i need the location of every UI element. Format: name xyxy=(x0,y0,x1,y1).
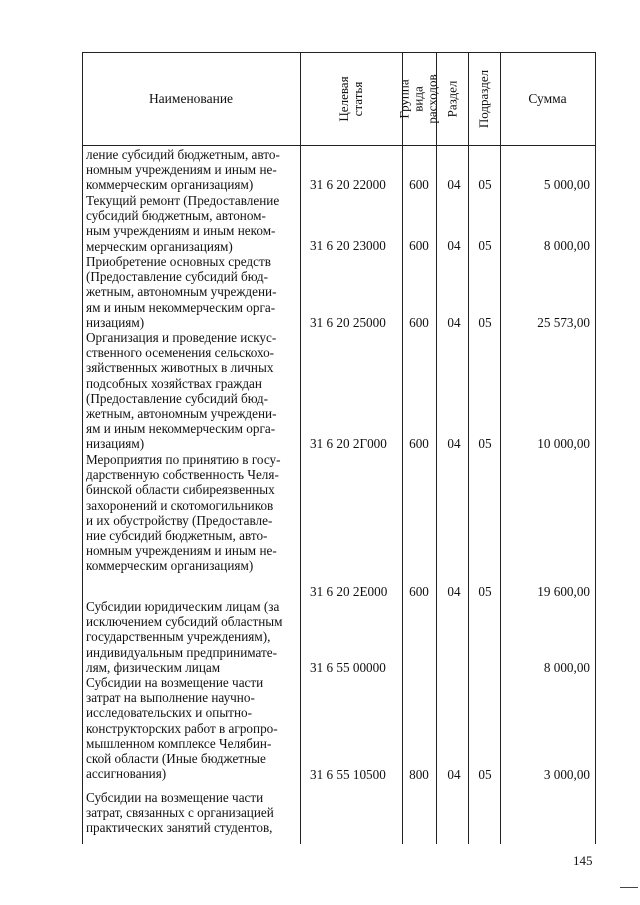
grid-line xyxy=(82,145,596,146)
row-subsection: 05 xyxy=(478,238,492,253)
row-section: 04 xyxy=(447,315,461,330)
row-name: Организация и проведение искус- ственного осеменения сельскохо- зяйственных животных в личных подсобных хозяйствах граждан (Предоставление субсидий бюд- жетным, автономным учреждени- ям и иным некоммерческим орга- низациям) xyxy=(86,330,277,452)
row-group: 600 xyxy=(409,584,429,599)
grid-line xyxy=(82,52,83,844)
row-subsection: 05 xyxy=(478,436,492,451)
row-sum: 3 000,00 xyxy=(543,767,590,782)
row-subsection: 05 xyxy=(478,315,492,330)
row-sum: 5 000,00 xyxy=(543,177,590,192)
header-group: Группа вида расходов xyxy=(397,73,440,124)
row-sum: 8 000,00 xyxy=(543,238,590,253)
row-subsection: 05 xyxy=(478,584,492,599)
grid-line xyxy=(436,52,437,844)
grid-line xyxy=(300,52,301,844)
page-number: 145 xyxy=(573,853,593,868)
row-name: Субсидии на возмещение части затрат, связанных с организацией практических занятий студентов, xyxy=(86,790,274,836)
row-sum: 25 573,00 xyxy=(537,315,590,330)
row-sum: 8 000,00 xyxy=(543,660,590,675)
row-name: Текущий ремонт (Предоставление субсидий бюджетным, автоном- ным учреждениям и иным неком- мерческим организациям) xyxy=(86,193,280,254)
row-code: 31 6 20 22000 xyxy=(310,177,386,192)
budget-table xyxy=(82,52,596,844)
row-section: 04 xyxy=(447,238,461,253)
row-section: 04 xyxy=(447,177,461,192)
row-code: 31 6 20 2Г000 xyxy=(310,436,387,451)
grid-line xyxy=(500,52,501,844)
row-section: 04 xyxy=(447,767,461,782)
row-group: 800 xyxy=(409,767,429,782)
row-code: 31 6 20 23000 xyxy=(310,238,386,253)
row-sum: 10 000,00 xyxy=(537,436,590,451)
header-subsection: Подраздел xyxy=(476,69,492,128)
row-name: Мероприятия по принятию в госу- дарственную собственность Челя- бинской области сибиреязвенных захоронений и скотомогильников и их обустройству (Предоставле- ние субсидий бюджетным, авто- номным учреждениям и иным не- коммерческим организациям) xyxy=(86,452,281,574)
row-code: 31 6 55 00000 xyxy=(310,660,386,675)
row-code: 31 6 55 10500 xyxy=(310,767,386,782)
row-group: 600 xyxy=(409,436,429,451)
row-subsection: 05 xyxy=(478,767,492,782)
grid-line xyxy=(468,52,469,844)
row-section: 04 xyxy=(447,436,461,451)
header-name: Наименование xyxy=(148,90,234,106)
footer-mark xyxy=(620,887,638,888)
row-group: 600 xyxy=(409,177,429,192)
grid-line xyxy=(595,52,596,844)
row-subsection: 05 xyxy=(478,177,492,192)
row-name: Приобретение основных средств (Предоставление субсидий бюд- жетным, автономным учреждени- ям и иным некоммерческим орга- низациям) xyxy=(86,254,277,330)
row-code: 31 6 20 25000 xyxy=(310,315,386,330)
row-group: 600 xyxy=(409,238,429,253)
header-section: Раздел xyxy=(444,80,459,117)
row-name: Субсидии на возмещение части затрат на выполнение научно- исследовательских и опытно- конструкторских работ в агропро- мышленном комплексе Челябин- ской области (Иные бюджетные ассигнования) xyxy=(86,675,278,782)
row-name: ление субсидий бюджетным, авто- номным учреждениям и иным не- коммерческим организациям) xyxy=(86,147,280,193)
row-sum: 19 600,00 xyxy=(537,584,590,599)
header-target: Целевая статья xyxy=(336,75,365,122)
row-section: 04 xyxy=(447,584,461,599)
row-group: 600 xyxy=(409,315,429,330)
row-code: 31 6 20 2Е000 xyxy=(310,584,388,599)
grid-line xyxy=(402,52,403,844)
row-name: Субсидии юридическим лицам (за исключением субсидий областным государственным учреждениям), индивидуальным предпринимате- лям, физическим лицам xyxy=(86,599,283,675)
header-sum: Сумма xyxy=(528,90,567,106)
